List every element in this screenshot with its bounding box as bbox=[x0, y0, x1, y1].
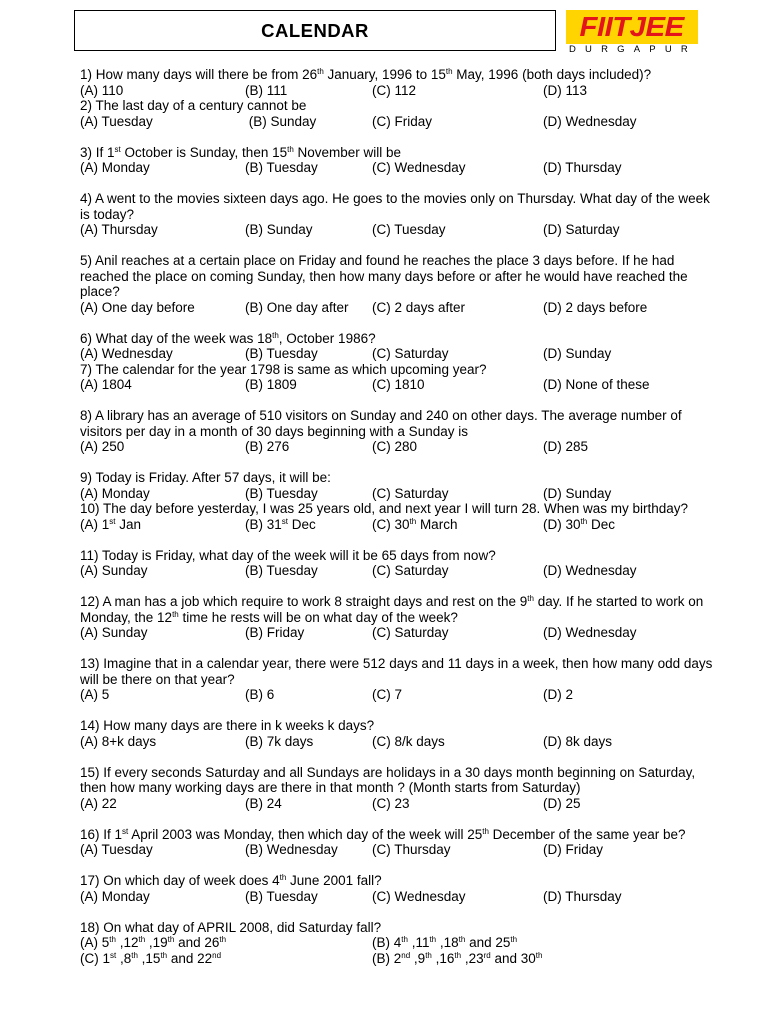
option-d: (D) 25 bbox=[543, 795, 581, 811]
option-b: (B) Tuesday bbox=[245, 888, 318, 904]
option-b: (B) Sunday bbox=[245, 222, 313, 237]
question-text: 15) If every seconds Saturday and all Sundays are holidays in a 30 days month beginning on Saturday, then how many working days are there in that month ? (Month starts from Saturday) bbox=[80, 764, 696, 795]
option-b: (B) One day after bbox=[245, 299, 349, 315]
option-d: (D) Thursday bbox=[543, 888, 622, 904]
option: (B) 2nd ,9th ,16th ,23rd and 30th bbox=[372, 950, 543, 966]
options-row bbox=[80, 83, 720, 99]
option-a: (A) 8+k days bbox=[80, 733, 157, 749]
option-d: (D) Wednesday bbox=[543, 113, 637, 129]
option: (B) 4th ,11th ,18th and 25th bbox=[372, 935, 518, 950]
title-box bbox=[74, 10, 556, 51]
spacer bbox=[80, 532, 720, 548]
option-a: (A) Sunday bbox=[80, 625, 148, 640]
option-d: (D) None of these bbox=[543, 377, 650, 392]
question-15 bbox=[80, 765, 720, 812]
option-c: (C) Thursday bbox=[372, 842, 451, 857]
question-1 bbox=[80, 67, 720, 98]
options-row bbox=[80, 625, 720, 641]
spacer bbox=[80, 129, 720, 145]
options-row bbox=[80, 517, 720, 533]
option-b: (B) 6 bbox=[245, 687, 275, 702]
option-a: (A) Monday bbox=[80, 888, 150, 904]
option-a: (A) Tuesday bbox=[80, 113, 153, 129]
question-12 bbox=[80, 594, 720, 641]
question-7 bbox=[80, 362, 720, 393]
option: (A) 5th ,12th ,19th and 26th bbox=[80, 935, 227, 950]
option-a: (A) Wednesday bbox=[80, 346, 173, 361]
options-row bbox=[80, 300, 720, 316]
option-c: (C) Wednesday bbox=[372, 888, 466, 904]
option-d: (D) Sunday bbox=[543, 346, 612, 361]
logo-subtitle: DURGAPUR bbox=[569, 44, 697, 55]
question-text: 16) If 1st April 2003 was Monday, then which day of the week will 25th December of the same year be? bbox=[80, 826, 686, 842]
question-8 bbox=[80, 408, 720, 455]
option-b: (B) Friday bbox=[245, 625, 305, 640]
question-9 bbox=[80, 470, 720, 501]
spacer bbox=[80, 238, 720, 254]
question-4 bbox=[80, 191, 720, 238]
option-c: (C) 30th March bbox=[372, 516, 458, 532]
option-c: (C) Saturday bbox=[372, 485, 449, 501]
option-a: (A) Thursday bbox=[80, 222, 158, 237]
options-row bbox=[80, 160, 720, 176]
option-d: (D) Friday bbox=[543, 842, 603, 857]
spacer bbox=[80, 176, 720, 192]
question-text: 12) A man has a job which require to work 8 straight days and rest on the 9th day. If he started to work on Monday, the 12th time he rests will be on what day of the week? bbox=[80, 594, 704, 625]
spacer bbox=[80, 579, 720, 595]
option-c: (C) 2 days after bbox=[372, 299, 466, 315]
option-b: (B) 1809 bbox=[245, 377, 297, 392]
option-c: (C) Tuesday bbox=[372, 222, 446, 237]
question-10 bbox=[80, 501, 720, 532]
option-c: (C) Saturday bbox=[372, 346, 449, 361]
options-row bbox=[80, 222, 720, 238]
option-b: (B) Wednesday bbox=[245, 842, 338, 857]
option-c: (C) Friday bbox=[372, 113, 432, 129]
option-b: (B) Tuesday bbox=[245, 563, 318, 578]
question-2 bbox=[80, 98, 720, 129]
question-text: 4) A went to the movies sixteen days ago. He goes to the movies only on Thursday. What day of the week is today? bbox=[80, 191, 710, 222]
question-13 bbox=[80, 656, 720, 703]
options-row bbox=[80, 842, 720, 858]
question-text: 5) Anil reaches at a certain place on Friday and found he reaches the place 3 days before. If he had reached the place on coming Sunday, then how many days before or after he would have reached the place? bbox=[80, 253, 688, 299]
question-list bbox=[80, 67, 720, 966]
option-d: (D) 30th Dec bbox=[543, 516, 615, 532]
options-row bbox=[80, 687, 720, 703]
option-b: (B) 31st Dec bbox=[245, 516, 316, 532]
question-text: 1) How many days will there be from 26th January, 1996 to 15th May, 1996 (both days included)? bbox=[80, 67, 652, 82]
options-row bbox=[80, 734, 720, 750]
option-c: (C) Saturday bbox=[372, 563, 449, 578]
question-16 bbox=[80, 827, 720, 858]
options-row bbox=[80, 951, 720, 967]
option-c: (C) Wednesday bbox=[372, 160, 466, 175]
option-c: (C) 280 bbox=[372, 439, 418, 454]
question-text: 7) The calendar for the year 1798 is same as which upcoming year? bbox=[80, 361, 487, 377]
option-d: (D) Wednesday bbox=[543, 563, 637, 578]
option-a: (A) 1804 bbox=[80, 377, 132, 392]
option-a: (A) Monday bbox=[80, 160, 150, 175]
question-5 bbox=[80, 253, 720, 315]
option-b: (B) Sunday bbox=[245, 113, 317, 129]
question-3 bbox=[80, 145, 720, 176]
option-a: (A) Tuesday bbox=[80, 842, 153, 857]
question-text: 6) What day of the week was 18th, October 1986? bbox=[80, 330, 376, 346]
question-11 bbox=[80, 548, 720, 579]
option-d: (D) 2 days before bbox=[543, 299, 648, 315]
spacer bbox=[80, 703, 720, 719]
spacer bbox=[80, 315, 720, 331]
option-b: (B) Tuesday bbox=[245, 485, 318, 501]
option-c: (C) 112 bbox=[372, 82, 417, 98]
options-row bbox=[80, 486, 720, 502]
option-b: (B) 111 bbox=[245, 82, 288, 98]
options-row bbox=[80, 439, 720, 455]
question-text: 2) The last day of a century cannot be bbox=[80, 98, 307, 113]
option: (C) 1st ,8th ,15th and 22nd bbox=[80, 950, 222, 966]
question-text: 14) How many days are there in k weeks k days? bbox=[80, 718, 375, 733]
spacer bbox=[80, 455, 720, 471]
question-text: 13) Imagine that in a calendar year, there were 512 days and 11 days in a week, then how many odd days will be there on that year? bbox=[80, 656, 713, 687]
question-14 bbox=[80, 718, 720, 749]
spacer bbox=[80, 749, 720, 765]
option-a: (A) 22 bbox=[80, 795, 117, 811]
option-b: (B) 7k days bbox=[245, 733, 314, 749]
option-a: (A) Monday bbox=[80, 485, 150, 501]
question-text: 3) If 1st October is Sunday, then 15th November will be bbox=[80, 144, 402, 160]
options-row bbox=[80, 377, 720, 393]
spacer bbox=[80, 858, 720, 874]
options-row bbox=[80, 346, 720, 362]
option-b: (B) 276 bbox=[245, 439, 290, 454]
question-text: 18) On what day of APRIL 2008, did Saturday fall? bbox=[80, 919, 382, 935]
option-a: (A) 250 bbox=[80, 439, 125, 454]
page-title: CALENDAR bbox=[261, 19, 369, 41]
options-row bbox=[80, 114, 720, 130]
question-text: 10) The day before yesterday, I was 25 years old, and next year I will turn 28. When was my birthday? bbox=[80, 501, 689, 516]
question-text: 11) Today is Friday, what day of the week will it be 65 days from now? bbox=[80, 547, 496, 563]
question-text: 9) Today is Friday. After 57 days, it will be: bbox=[80, 470, 331, 485]
option-b: (B) Tuesday bbox=[245, 346, 318, 361]
option-a: (A) 5 bbox=[80, 687, 110, 702]
options-row bbox=[80, 563, 720, 579]
logo-text: FIITJEE bbox=[579, 11, 685, 42]
option-d: (D) 113 bbox=[543, 82, 588, 98]
option-c: (C) Saturday bbox=[372, 625, 449, 640]
options-row bbox=[80, 935, 720, 951]
option-a: (A) One day before bbox=[80, 299, 195, 315]
option-c: (C) 23 bbox=[372, 795, 410, 811]
option-c: (C) 8/k days bbox=[372, 733, 445, 749]
spacer bbox=[80, 641, 720, 657]
options-row bbox=[80, 796, 720, 812]
spacer bbox=[80, 904, 720, 920]
option-a: (A) Sunday bbox=[80, 563, 148, 578]
option-c: (C) 1810 bbox=[372, 377, 425, 392]
option-d: (D) Wednesday bbox=[543, 625, 637, 640]
question-18 bbox=[80, 920, 720, 967]
option-d: (D) 2 bbox=[543, 687, 573, 702]
spacer bbox=[80, 811, 720, 827]
spacer bbox=[80, 393, 720, 409]
question-text: 17) On which day of week does 4th June 2001 fall? bbox=[80, 873, 382, 888]
question-6 bbox=[80, 331, 720, 362]
option-d: (D) Sunday bbox=[543, 485, 612, 501]
option-b: (B) Tuesday bbox=[245, 160, 318, 175]
options-row bbox=[80, 889, 720, 905]
option-c: (C) 7 bbox=[372, 687, 402, 702]
option-a: (A) 1st Jan bbox=[80, 516, 142, 532]
option-d: (D) Thursday bbox=[543, 160, 622, 175]
logo bbox=[566, 10, 698, 44]
option-d: (D) 285 bbox=[543, 439, 589, 454]
option-a: (A) 110 bbox=[80, 82, 124, 98]
option-b: (B) 24 bbox=[245, 795, 282, 811]
option-d: (D) 8k days bbox=[543, 733, 613, 749]
question-text: 8) A library has an average of 510 visitors on Sunday and 240 on other days. The average number of visitors per day in a month of 30 days beginning with a Sunday is bbox=[80, 408, 682, 439]
question-17 bbox=[80, 873, 720, 904]
option-d: (D) Saturday bbox=[543, 222, 620, 237]
